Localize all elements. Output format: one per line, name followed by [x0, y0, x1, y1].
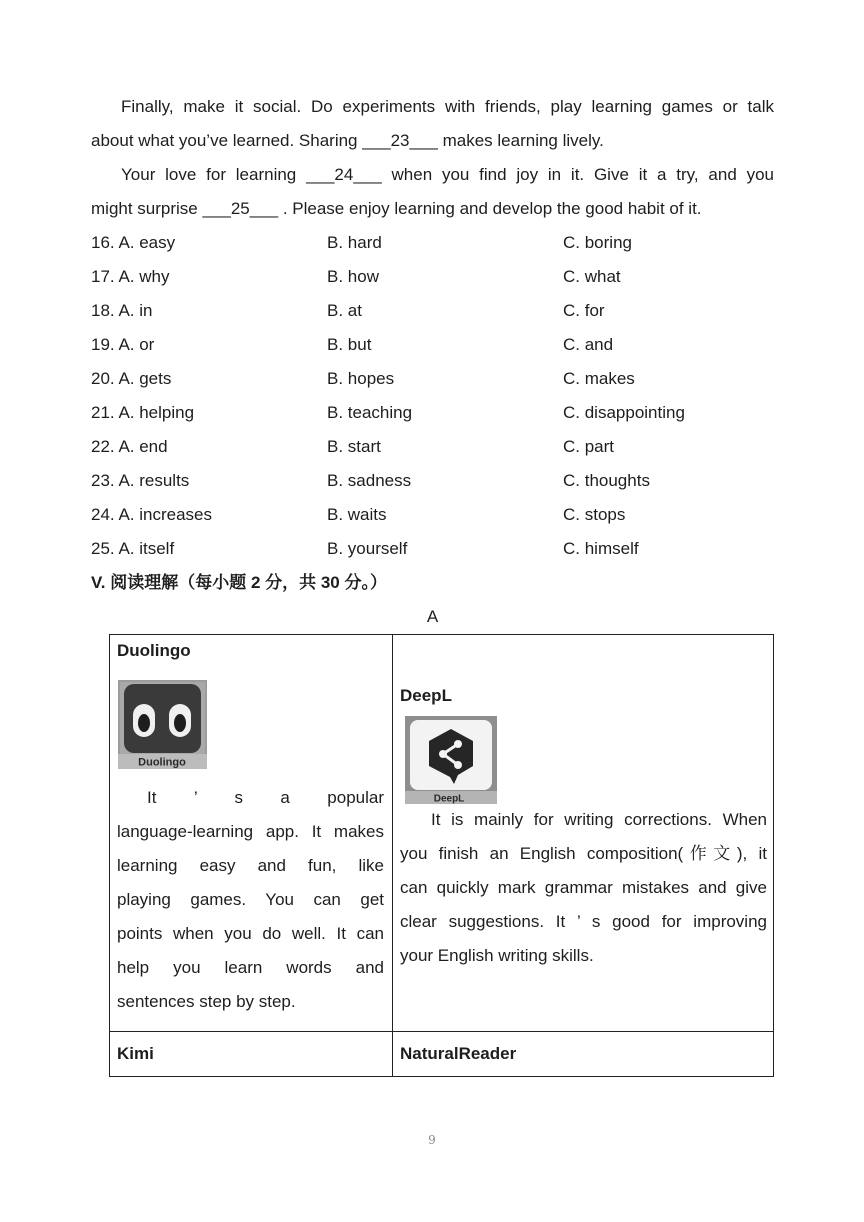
option-b: B. but [327, 335, 372, 354]
description-line: It is mainly for writing corrections. When [431, 810, 767, 829]
description-line: clear suggestions. It ’ s good for improving [400, 912, 767, 931]
description-line: learning easy and fun, like [117, 856, 384, 875]
paragraph-1-line-1: Finally, make it social. Do experiments with friends, play learning games or talk [121, 97, 774, 116]
option-a-text: A. helping [118, 403, 195, 422]
option-a [91, 430, 327, 464]
description-line: language-learning app. It makes [117, 822, 384, 841]
duolingo-logo-text: Duolingo [138, 756, 186, 769]
duolingo-logo-icon [118, 680, 207, 769]
option-c: C. and [563, 335, 614, 354]
option-row-19 [91, 328, 774, 362]
description-line: can quickly mark grammar mistakes and give [400, 878, 767, 897]
description-line: you finish an English composition(作文), it [400, 844, 767, 863]
cloze-section [91, 90, 774, 634]
paragraph-1-line-2: about what you’ve learned. Sharing ___23___ makes learning lively. [91, 131, 604, 150]
description-line: It ’ s a popular [147, 788, 384, 807]
option-a [91, 396, 327, 430]
description-line: points when you do well. It can [117, 924, 384, 943]
question-number: 18. [91, 301, 115, 320]
description-line: help you learn words and [117, 958, 384, 977]
option-row-22 [91, 430, 774, 464]
option-a [91, 260, 327, 294]
question-number: 16. [91, 233, 115, 252]
option-a [91, 226, 327, 260]
option-c: C. for [563, 301, 605, 320]
paragraph-2-line-1: Your love for learning ___24___ when you find joy in it. Give it a try, and you [121, 165, 774, 184]
option-c: C. disappointing [563, 403, 685, 422]
question-number: 22. [91, 437, 115, 456]
option-c: C. part [563, 437, 615, 456]
option-a-text: A. or [118, 335, 155, 354]
option-b: B. sadness [327, 471, 412, 490]
deepl-description [400, 803, 767, 973]
option-row-20 [91, 362, 774, 396]
option-c: C. stops [563, 505, 626, 524]
option-row-21 [91, 396, 774, 430]
question-number: 21. [91, 403, 115, 422]
question-number: 24. [91, 505, 115, 524]
option-c: C. what [563, 267, 621, 286]
option-c: C. thoughts [563, 471, 650, 490]
description-line: playing games. You can get [117, 890, 384, 909]
option-b: B. at [327, 301, 362, 320]
option-b: B. teaching [327, 403, 413, 422]
option-c: C. himself [563, 539, 639, 558]
option-b: B. yourself [327, 539, 408, 558]
option-row-16 [91, 226, 774, 260]
paragraph-2-line-2: might surprise ___25___ . Please enjoy learning and develop the good habit of it. [91, 199, 702, 218]
option-a [91, 294, 327, 328]
app-name-naturalreader: NaturalReader [400, 1044, 517, 1063]
table-row-divider [110, 1031, 773, 1032]
question-number: 20. [91, 369, 115, 388]
option-row-18 [91, 294, 774, 328]
table-column-divider [392, 635, 393, 1076]
question-number: 19. [91, 335, 115, 354]
option-b: B. hard [327, 233, 382, 252]
deepl-logo-icon [405, 716, 497, 804]
option-b: B. hopes [327, 369, 395, 388]
option-a-text: A. results [118, 471, 190, 490]
app-name-duolingo: Duolingo [117, 641, 191, 660]
option-a-text: A. why [118, 267, 170, 286]
option-a-text: A. in [118, 301, 153, 320]
duolingo-description [117, 781, 384, 1019]
option-row-24 [91, 498, 774, 532]
option-a-text: A. itself [118, 539, 175, 558]
app-name-deepl: DeepL [400, 686, 452, 705]
option-c: C. makes [563, 369, 635, 388]
option-row-25 [91, 532, 774, 566]
option-row-23 [91, 464, 774, 498]
option-c: C. boring [563, 233, 632, 252]
option-a [91, 328, 327, 362]
deepl-logo-text: DeepL [433, 793, 465, 804]
option-a [91, 532, 327, 566]
option-b: B. how [327, 267, 379, 286]
question-number: 17. [91, 267, 115, 286]
option-a [91, 498, 327, 532]
option-row-17 [91, 260, 774, 294]
option-a-text: A. increases [118, 505, 212, 524]
app-name-kimi: Kimi [117, 1044, 154, 1063]
option-b: B. waits [327, 505, 387, 524]
section-title: V. 阅读理解（每小题 2 分，共 30 分。） [91, 573, 387, 592]
option-a-text: A. end [118, 437, 168, 456]
option-a-text: A. easy [118, 233, 176, 252]
option-a [91, 362, 327, 396]
option-a-text: A. gets [118, 369, 172, 388]
option-a [91, 464, 327, 498]
passage-label: A [426, 607, 439, 626]
question-number: 23. [91, 471, 115, 490]
question-number: 25. [91, 539, 115, 558]
option-b: B. start [327, 437, 381, 456]
page-number: 9 [428, 1133, 436, 1147]
description-line: sentences step by step. [117, 992, 296, 1011]
description-line: your English writing skills. [400, 946, 594, 965]
